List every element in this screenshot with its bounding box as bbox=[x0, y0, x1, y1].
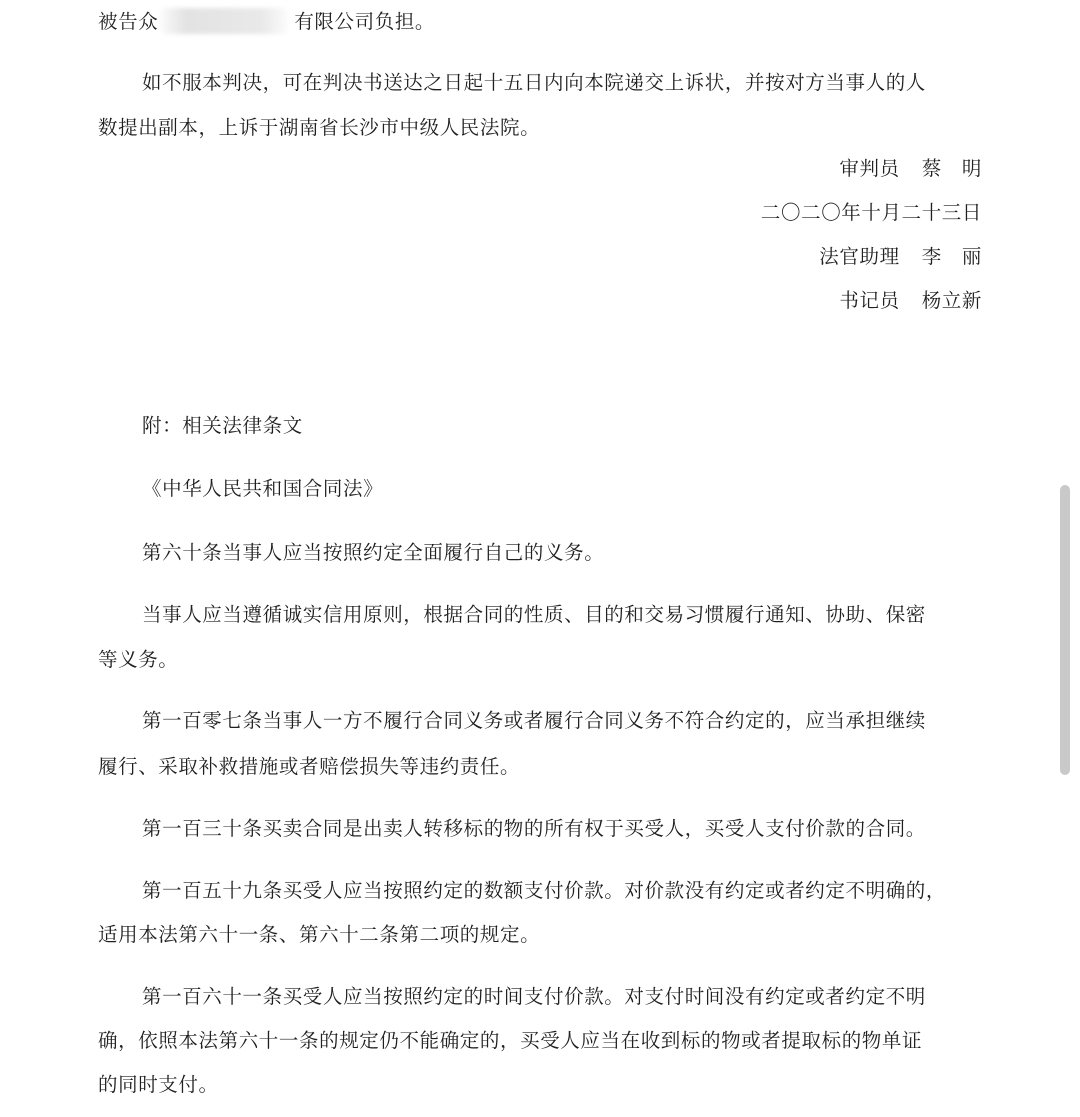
appeal-notice-line-2: 数提出副本，上诉于湖南省长沙市中级人民法院。 bbox=[98, 116, 541, 139]
clerk-name: 杨立新 bbox=[921, 289, 982, 312]
article-161-line-2: 确，依照本法第六十一条的规定仍不能确定的，买受人应当在收到标的物或者提取标的物单证 bbox=[98, 1029, 923, 1052]
assistant-signature bbox=[819, 244, 982, 270]
article-107-line-1: 第一百零七条当事人一方不履行合同义务或者履行合同义务不符合约定的，应当承担继续 bbox=[142, 709, 926, 732]
article-159-line-2: 适用本法第六十一条、第六十二条第二项的规定。 bbox=[98, 923, 541, 946]
assistant-title: 法官助理 bbox=[819, 245, 900, 268]
article-161-line-3: 的同时支付。 bbox=[98, 1073, 219, 1096]
appeal-notice-line-1: 如不服本判决，可在判决书送达之日起十五日内向本院递交上诉状，并按对方当事人的人 bbox=[142, 71, 926, 94]
assistant-name: 李 丽 bbox=[921, 245, 982, 268]
article-159-line-1: 第一百五十九条买受人应当按照约定的数额支付价款。对价款没有约定或者约定不明确的， bbox=[142, 879, 947, 902]
defendant-prefix: 被告众 bbox=[98, 10, 159, 33]
law-name: 《中华人民共和国合同法》 bbox=[142, 477, 384, 500]
article-161-line-1: 第一百六十一条买受人应当按照约定的时间支付价款。对支付时间没有约定或者约定不明 bbox=[142, 985, 926, 1008]
article-107-line-2: 履行、采取补救措施或者赔偿损失等违约责任。 bbox=[98, 755, 521, 778]
appendix-title: 附：相关法律条文 bbox=[142, 414, 303, 437]
article-60-paragraph-2-line-2: 等义务。 bbox=[98, 648, 179, 671]
clerk-signature bbox=[839, 288, 982, 314]
article-60-paragraph-2-line-1: 当事人应当遵循诚实信用原则，根据合同的性质、目的和交易习惯履行通知、协助、保密 bbox=[142, 603, 926, 626]
vertical-scrollbar[interactable] bbox=[1060, 485, 1070, 775]
judgment-cost-line bbox=[98, 8, 984, 35]
article-60-line-1: 第六十条当事人应当按照约定全面履行自己的义务。 bbox=[142, 541, 605, 564]
redacted-company-name bbox=[160, 8, 288, 34]
defendant-suffix: 有限公司负担。 bbox=[294, 10, 436, 33]
judge-title: 审判员 bbox=[839, 157, 900, 180]
clerk-title: 书记员 bbox=[839, 289, 900, 312]
judge-signature bbox=[839, 156, 982, 182]
judge-name: 蔡 明 bbox=[921, 157, 982, 180]
article-130-line-1: 第一百三十条买卖合同是出卖人转移标的物的所有权于买受人，买受人支付价款的合同。 bbox=[142, 817, 926, 840]
judgment-date: 二〇二〇年十月二十三日 bbox=[760, 201, 982, 224]
